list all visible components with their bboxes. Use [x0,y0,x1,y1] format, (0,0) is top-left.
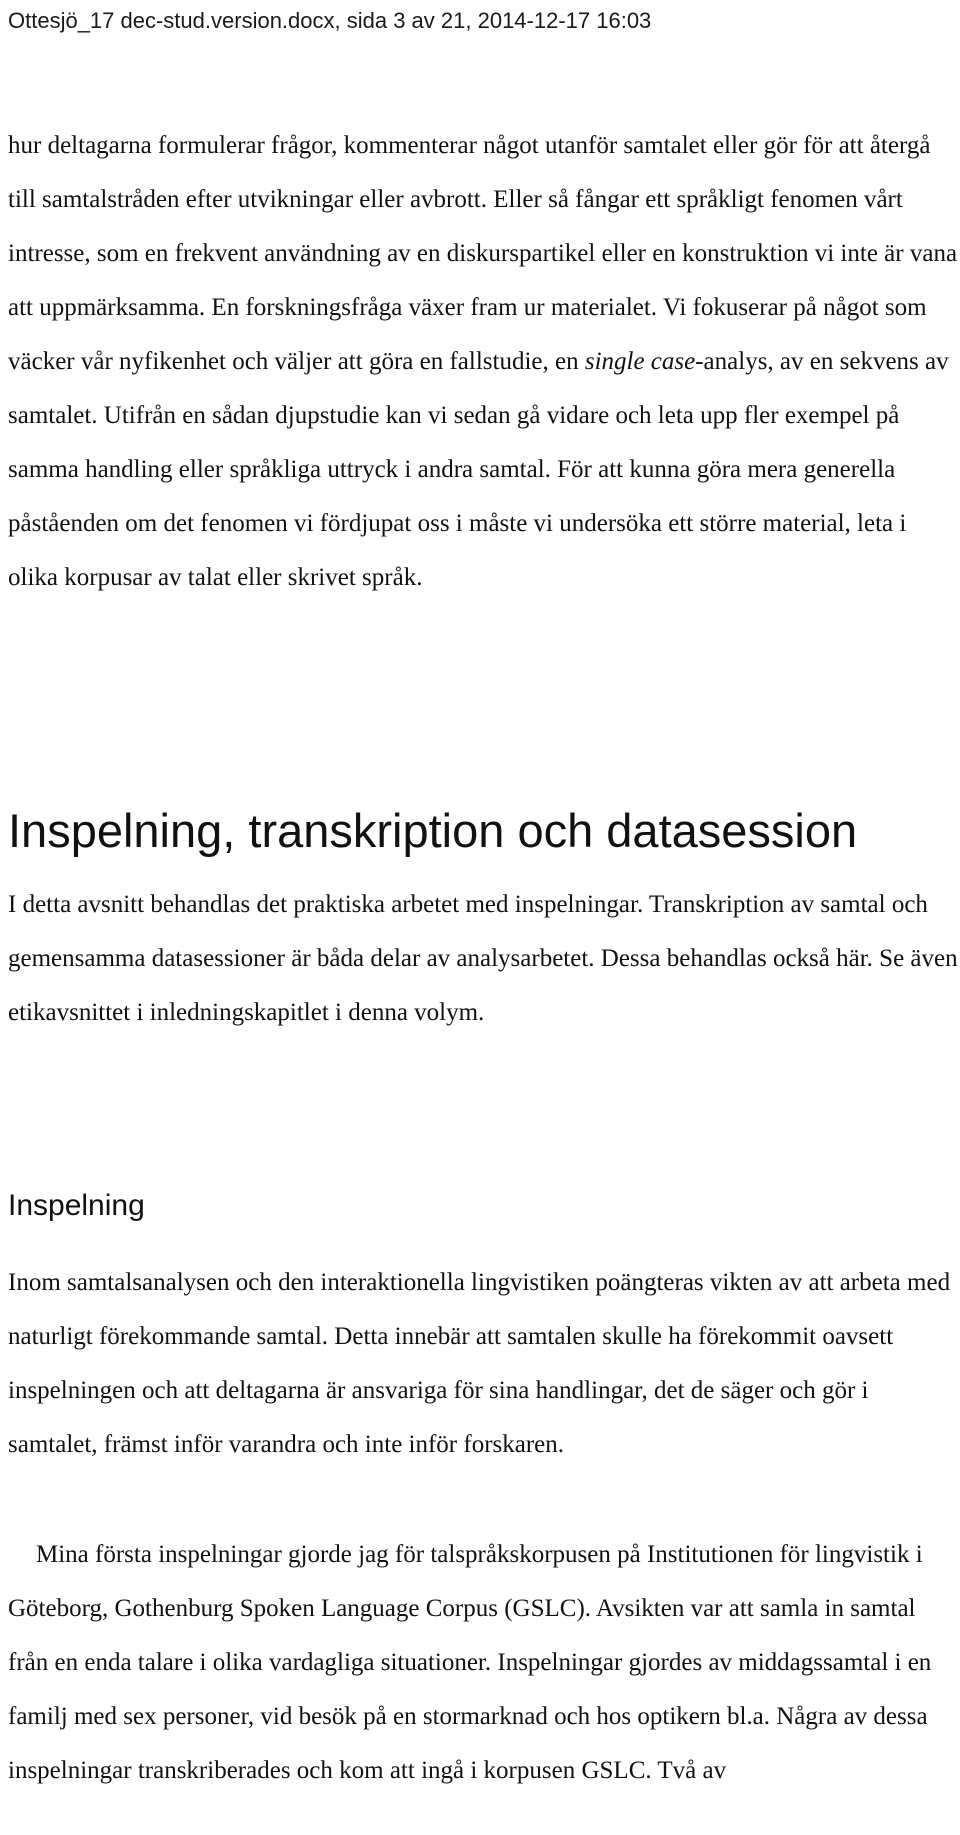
body-paragraph-recordings: Mina första inspelningar gjorde jag för talspråkskorpusen på Institutionen för lingvistik i Göteborg, Gothenburg Spoken Language Corpus (GSLC). Avsikten var att samla in samtal från en enda talare i olika vardagliga situationer. Inspelningar gjordes av middagssamtal i en familj med sex personer, vid besök på en stormarknad och hos optikern bl.a. Några av dessa inspelningar transkriberades och kom att ingå i korpusen GSLC. Två av [8,1541,932,1784]
body-paragraph-section-intro: I detta avsnitt behandlas det praktiska arbetet med inspelningar. Transkription av samtal och gemensamma datasessioner är båda delar av analysarbetet. Dessa behandlas också här. Se även etikavsnittet i inledningskapitlet i denna volym. [8,891,958,1026]
subsection-heading: Inspelning [8,1189,145,1222]
paragraph-text: -analys, av en sekvens av samtalet. Utifrån en sådan djupstudie kan vi sedan gå vidare och leta upp fler exempel på samma handling eller språkliga uttryck i andra samtal. För att kunna göra mera generella påståenden om det fenomen vi fördjupat oss i måste vi undersöka ett större material, leta i olika korpusar av talat eller skrivet språk. [8,348,949,591]
section-heading: Inspelning, transkription och datasession [8,804,858,857]
body-paragraph-intro [8,119,958,605]
running-header: Ottesjö_17 dec-stud.version.docx, sida 3 av 21, 2014-12-17 16:03 [8,8,652,33]
body-paragraph-inspelning: Inom samtalsanalysen och den interaktionella lingvistiken poängteras vikten av att arbeta med naturligt förekommande samtal. Detta innebär att samtalen skulle ha förekommit oavsett inspelningen och att deltagarna är ansvariga för sina handlingar, det de säger och gör i samtalet, främst inför varandra och inte inför forskaren. [8,1269,951,1458]
italic-term: single case [584,348,696,375]
paragraph-text: hur deltagarna formulerar frågor, kommenterar något utanför samtalet eller gör för att återgå till samtalstråden efter utvikningar eller avbrott. Eller så fångar ett språkligt fenomen vårt intresse, som en frekvent användning av en diskurspartikel eller en konstruktion vi inte är vana att uppmärksamma. En forskningsfråga växer fram ur materialet. Vi fokuserar på något som väcker vår nyfikenhet och väljer att göra en fallstudie, en [8,132,958,375]
